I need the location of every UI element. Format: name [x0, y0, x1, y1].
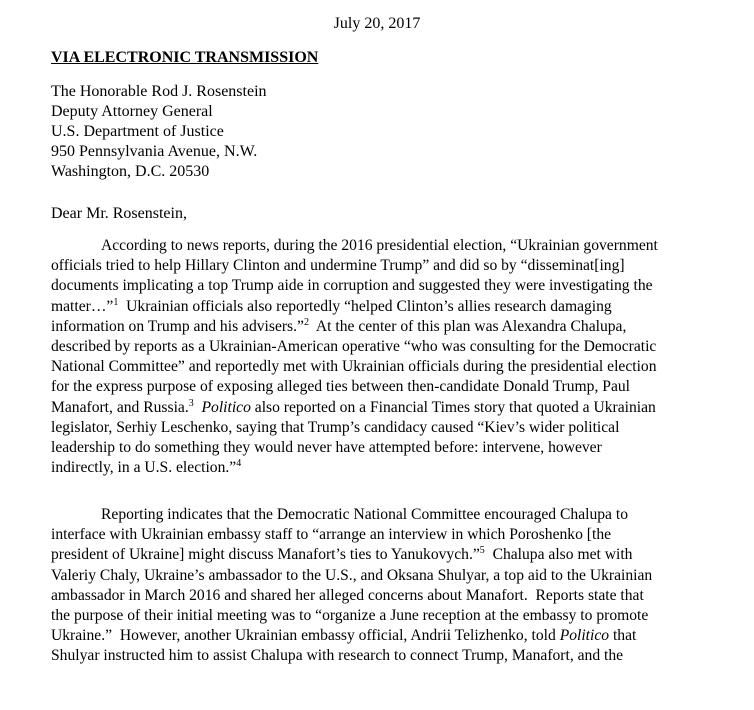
recipient-address [51, 82, 267, 182]
footnote-ref-3: 3 [188, 397, 194, 409]
body-paragraph-1 [51, 236, 741, 478]
text-line: leadership to do something they would never have attempted before: intervene, however [51, 439, 602, 457]
footnote-ref-5: 5 [479, 545, 485, 557]
transmission-heading: VIA ELECTRONIC TRANSMISSION [51, 49, 319, 66]
recipient-title: Deputy Attorney General [51, 103, 213, 120]
recipient-street: 950 Pennsylvania Avenue, N.W. [51, 143, 258, 160]
text-line: National Committee” and reportedly met with Ukrainian officials during the presidential election [51, 358, 657, 376]
footnote-ref-4: 4 [236, 458, 242, 470]
text-line: documents implicating a top Trump aide in corruption and suggested they were investigating the [51, 277, 653, 295]
letter-date: July 20, 2017 [333, 15, 421, 32]
text-line: the purpose of their initial meeting was to “organize a June reception at the embassy to promote [51, 607, 649, 625]
recipient-city: Washington, D.C. 20530 [51, 163, 210, 180]
text-line: president of Ukraine] might discuss Manafort’s ties to Yanukovych.”$^5$ Chalupa also met with [51, 545, 633, 564]
text-line: information on Trump and his advisers.”$^2$ At the center of this plan was Alexandra Chalupa, [51, 316, 627, 335]
text-line: for the express purpose of exposing alleged ties between then-candidate Donald Trump, Paul [51, 378, 630, 396]
text-line: ambassador in March 2016 and shared her alleged concerns about Manafort. Reports state that [51, 586, 644, 604]
recipient-department: U.S. Department of Justice [51, 123, 224, 140]
text-line: Manafort, and Russia.$^3$ Politico also reported on a Financial Times story that quoted a Ukrainian [51, 397, 656, 416]
footnote-ref-1: 1 [113, 296, 119, 308]
recipient-name: The Honorable Rod J. Rosenstein [51, 83, 267, 100]
text-line: Valeriy Chaly, Ukraine’s ambassador to the U.S., and Oksana Shulyar, a top aid to the Ukrainian [51, 566, 653, 584]
text-line: matter…”$^1$ Ukrainian officials also reportedly “helped Clinton’s allies research damaging [51, 296, 612, 315]
text-line: interface with Ukrainian embassy staff to “arrange an interview in which Poroshenko [the [51, 526, 612, 544]
salutation: Dear Mr. Rosenstein, [51, 205, 187, 222]
text-line: Ukraine.” However, another Ukrainian embassy official, Andrii Telizhenko, told Politico that [51, 627, 637, 645]
body-paragraph-2 [51, 505, 741, 667]
text-line: Reporting indicates that the Democratic National Committee encouraged Chalupa to [101, 506, 628, 523]
text-line: legislator, Serhiy Leschenko, saying that Trump’s candidacy caused “Kiev’s wider political [51, 418, 620, 436]
text-line: described by reports as a Ukrainian-American operative “who was consulting for the Democratic [51, 338, 657, 356]
text-line: indirectly, in a U.S. election.”$^4$ [51, 458, 242, 477]
text-line: officials tried to help Hillary Clinton and undermine Trump” and did so by “disseminat[ing] [51, 257, 625, 275]
footnote-ref-2: 2 [303, 316, 309, 328]
text-line: Shulyar instructed him to assist Chalupa with research to connect Trump, Manafort, and the [51, 647, 624, 665]
text-line: According to news reports, during the 2016 presidential election, “Ukrainian government [101, 237, 658, 254]
